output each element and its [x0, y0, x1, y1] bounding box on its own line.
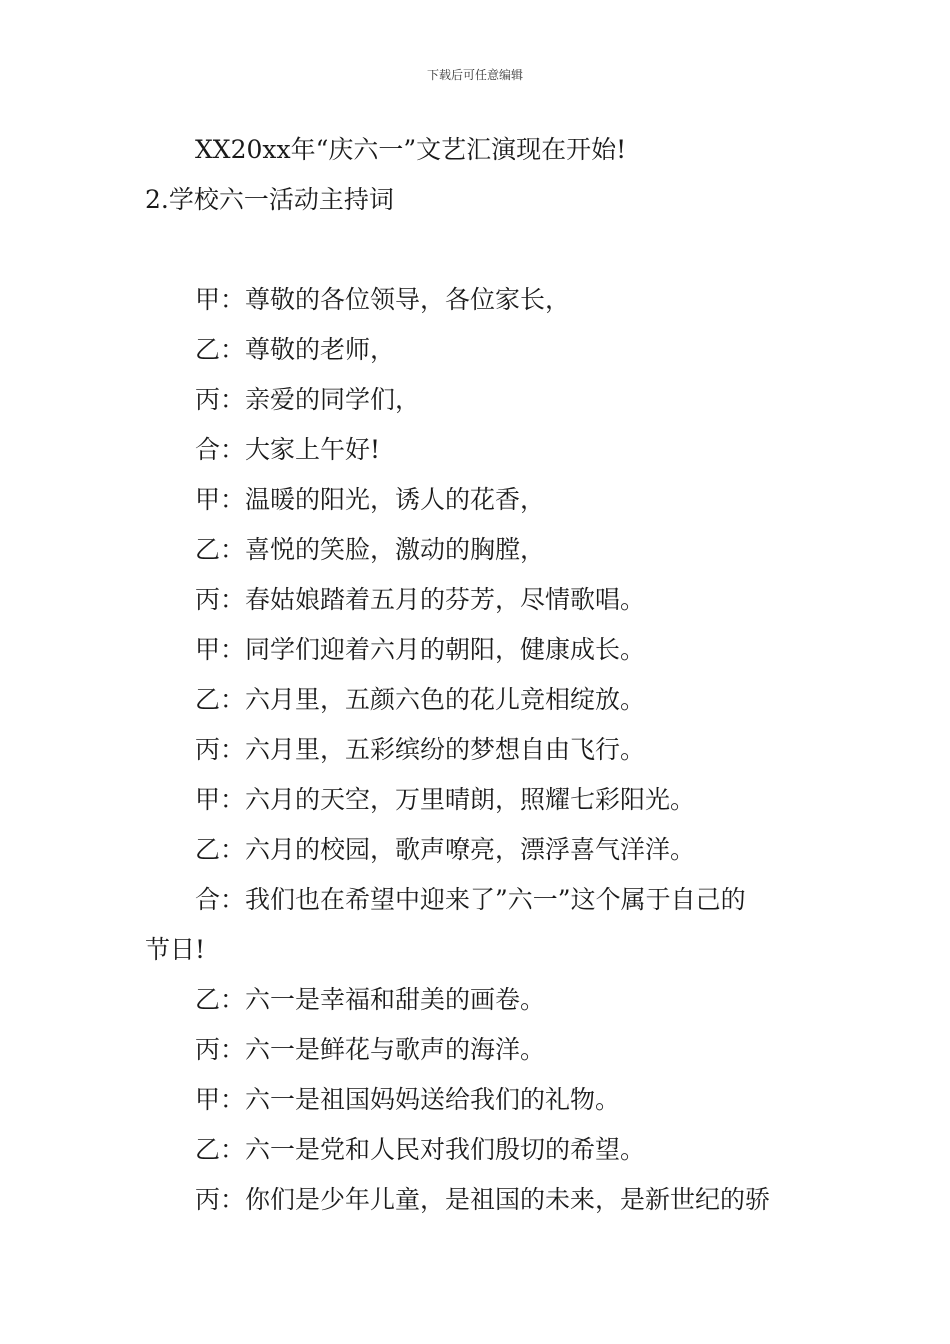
script-line: 乙：喜悦的笑脸，激动的胸膛，	[195, 535, 546, 564]
script-line: 乙：六一是幸福和甜美的画卷。	[195, 985, 546, 1014]
script-line: 甲：同学们迎着六月的朝阳，健康成长。	[195, 635, 646, 664]
script-line-continuation: 节日!	[145, 935, 206, 964]
script-line: 乙：六月的校园，歌声嘹亮，漂浮喜气洋洋。	[195, 835, 696, 864]
script-line: 合：大家上午好!	[195, 435, 381, 464]
script-line: 甲：六月的天空，万里晴朗，照耀七彩阳光。	[195, 785, 696, 814]
script-line: 乙：六一是党和人民对我们殷切的希望。	[195, 1135, 646, 1164]
script-line: 丙：六一是鲜花与歌声的海洋。	[195, 1035, 546, 1064]
script-line: 丙：亲爱的同学们，	[195, 385, 421, 414]
script-line: 丙：春姑娘踏着五月的芬芳，尽情歌唱。	[195, 585, 646, 614]
script-line: 乙：六月里，五颜六色的花儿竞相绽放。	[195, 685, 646, 714]
script-line: 甲：尊敬的各位领导，各位家长，	[195, 285, 571, 314]
script-line: 合：我们也在希望中迎来了”六一”这个属于自己的	[195, 885, 746, 914]
opening-announcement: XX20xx年“庆六一”文艺汇演现在开始!	[195, 135, 627, 164]
script-line: 乙：尊敬的老师，	[195, 335, 396, 364]
page-header-note: 下载后可任意编辑	[426, 68, 523, 82]
script-line: 甲：温暖的阳光，诱人的花香，	[195, 485, 546, 514]
script-line: 丙：六月里，五彩缤纷的梦想自由飞行。	[195, 735, 646, 764]
script-line: 甲：六一是祖国妈妈送给我们的礼物。	[195, 1085, 621, 1114]
section-heading: 2.学校六一活动主持词	[145, 185, 394, 214]
script-line: 丙：你们是少年儿童，是祖国的未来，是新世纪的骄	[195, 1185, 771, 1214]
